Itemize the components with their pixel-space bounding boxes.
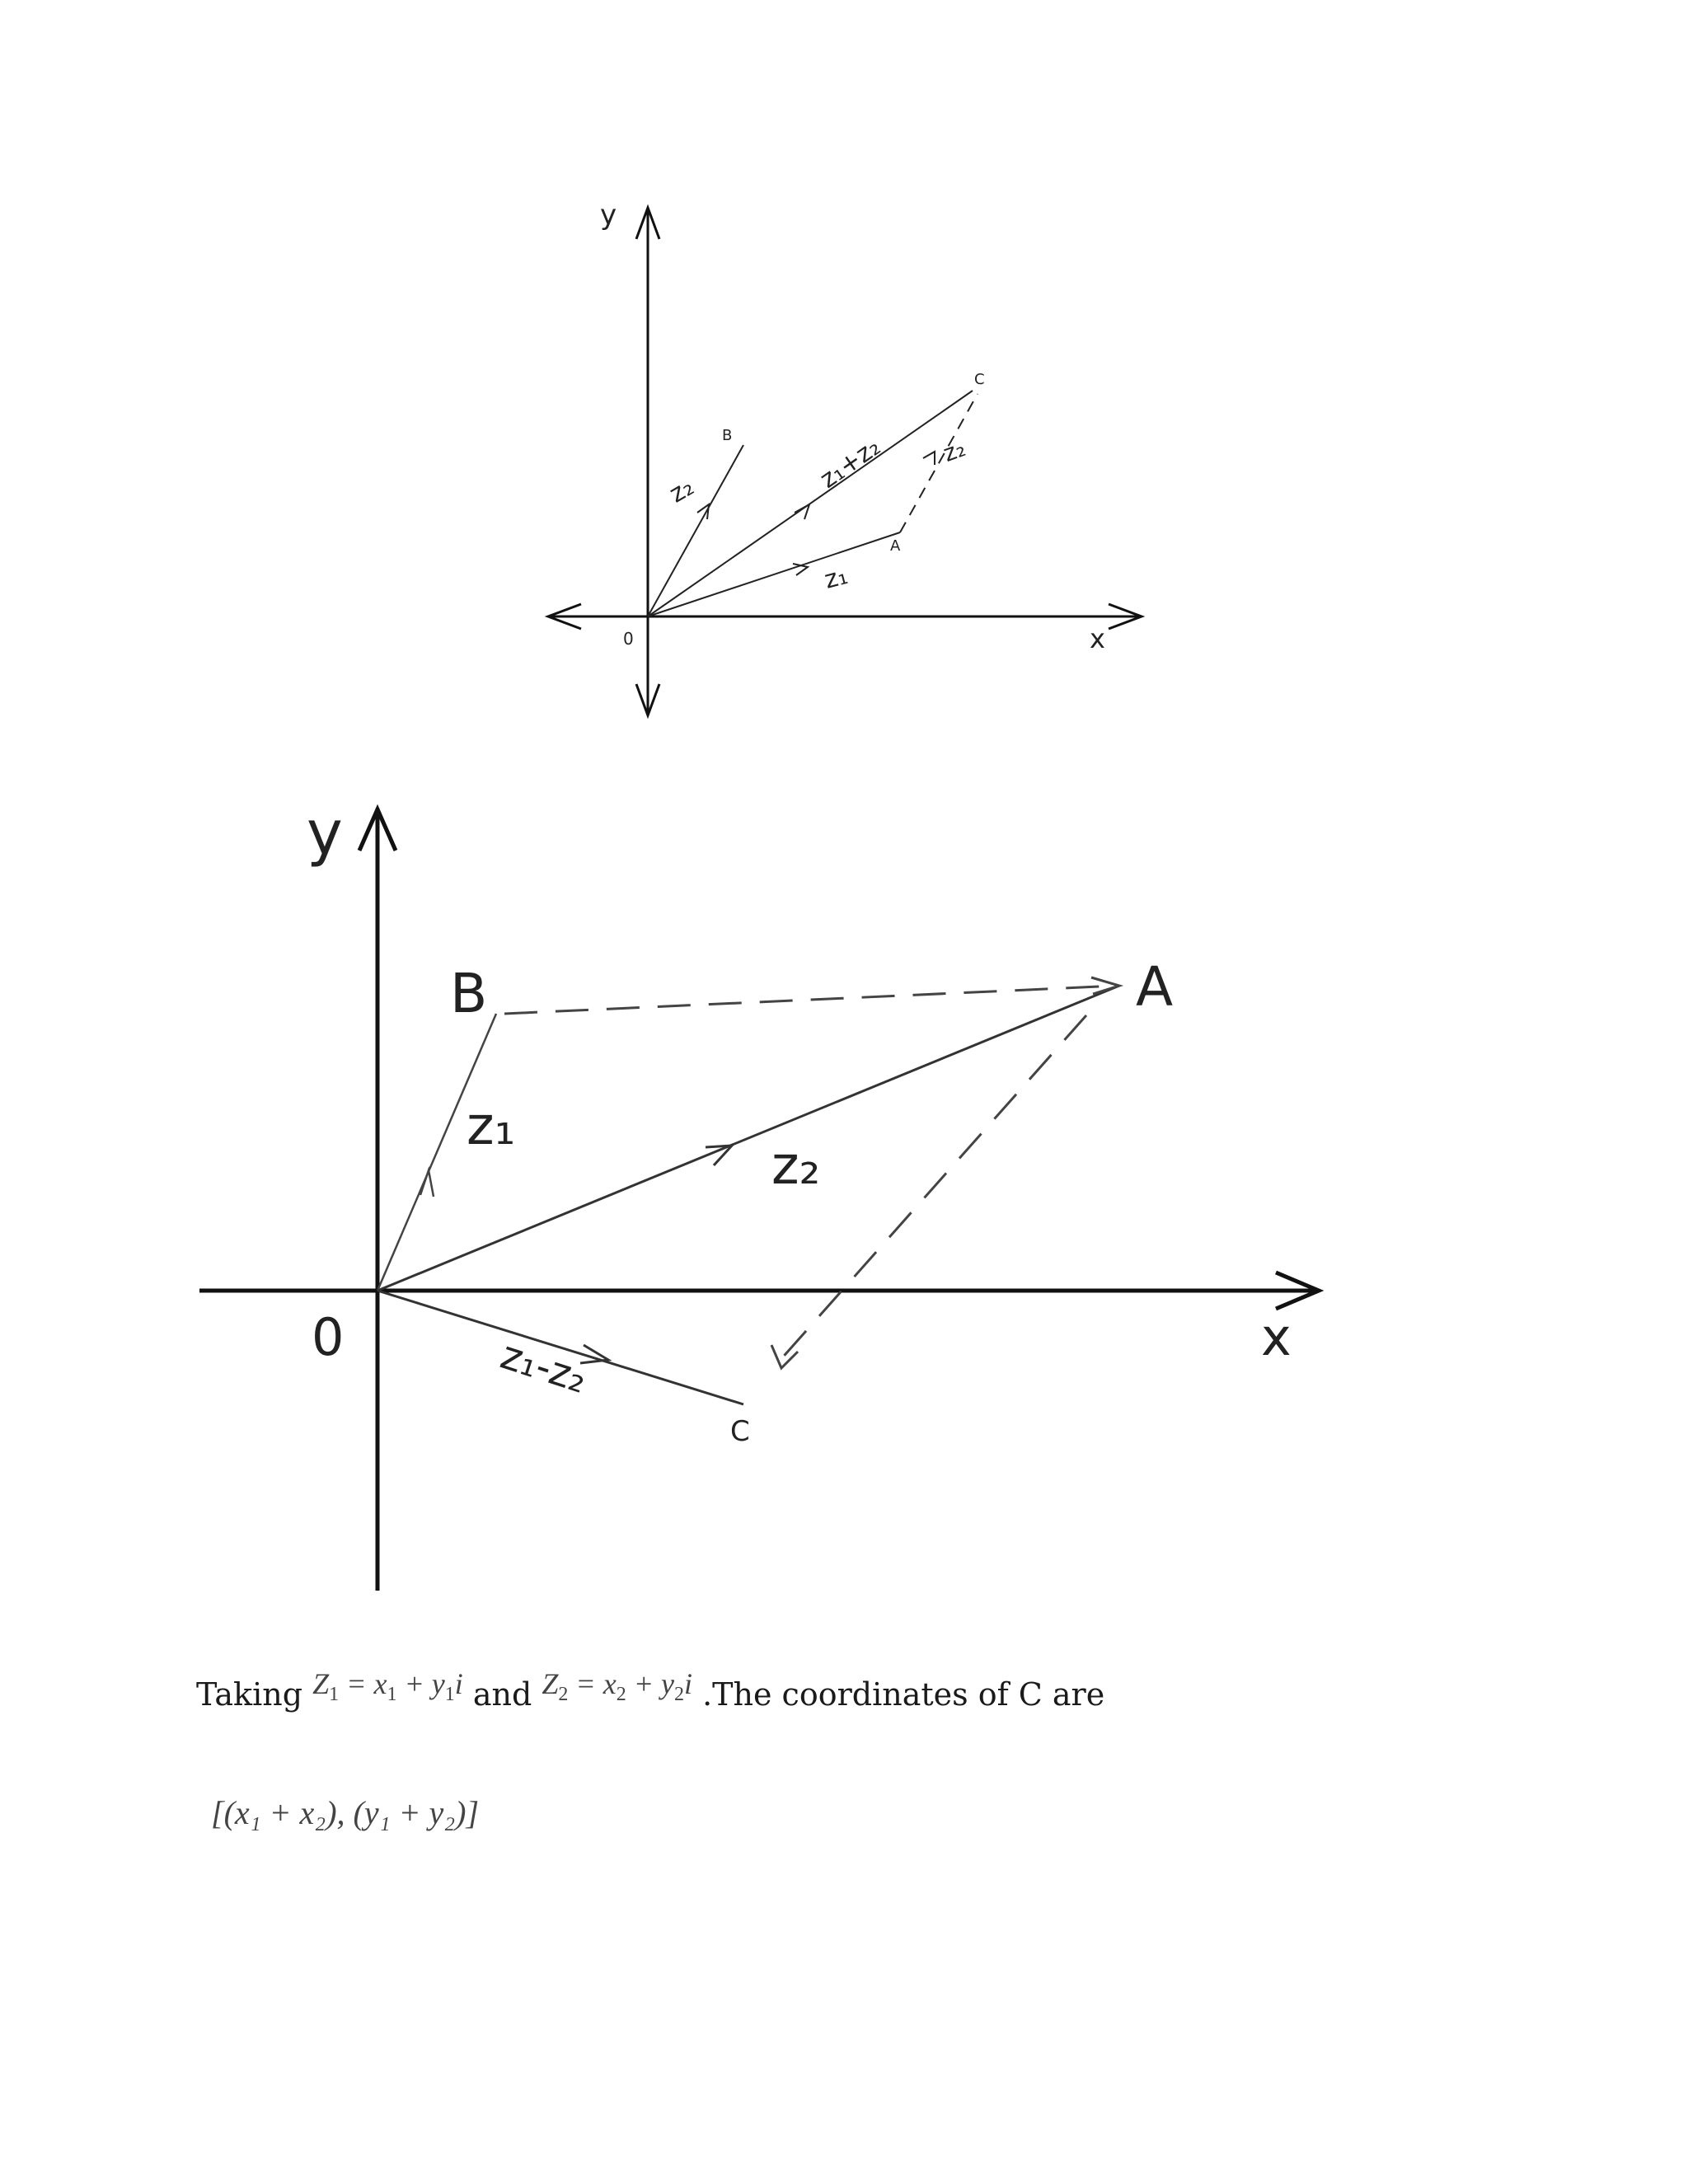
- z1-definition: $Z_1 = x_1 + y_1i$: [312, 1667, 463, 1706]
- z2-definition: $Z_2 = x_2 + y_2i$: [542, 1667, 692, 1706]
- bottom-x-label: x: [1261, 1307, 1292, 1367]
- top-sum-label: z₁+z₂: [814, 432, 886, 494]
- coords-sentence: .The coordinates of C are: [702, 1676, 1105, 1713]
- bottom-origin-label: 0: [312, 1307, 345, 1367]
- top-z1-label: z₁: [821, 560, 851, 595]
- top-x-label: x: [1090, 623, 1105, 654]
- top-point-c-label: C: [974, 371, 985, 388]
- top-point-b-label: B: [722, 427, 733, 444]
- top-z2-dashed-label: z₂: [940, 434, 969, 468]
- coords-formula: [(x₁ + x₂), (y₁ + y₂)]: [211, 1794, 480, 1831]
- top-point-a-label: A: [890, 537, 901, 555]
- bottom-z1-label: z₁: [467, 1096, 516, 1157]
- bottom-diff-label: z₁-z₂: [495, 1331, 593, 1404]
- taking-sentence: [196, 1667, 1105, 1718]
- bottom-point-c-label: C: [730, 1415, 750, 1448]
- top-y-label: y: [600, 199, 617, 232]
- top-z2-label: z₂: [664, 472, 699, 509]
- bottom-z2-label: z₂: [771, 1136, 821, 1197]
- bottom-y-label: y: [307, 798, 343, 869]
- bottom-point-b-label: B: [450, 962, 488, 1025]
- taking-word: Taking: [196, 1676, 303, 1713]
- and-word: and: [472, 1676, 532, 1713]
- top-origin-label: 0: [623, 629, 634, 649]
- bottom-point-a-label: A: [1136, 955, 1174, 1019]
- bottom-dashed-b-a: [504, 986, 1118, 1014]
- bottom-dashed-a-c-arrow: [771, 1345, 798, 1368]
